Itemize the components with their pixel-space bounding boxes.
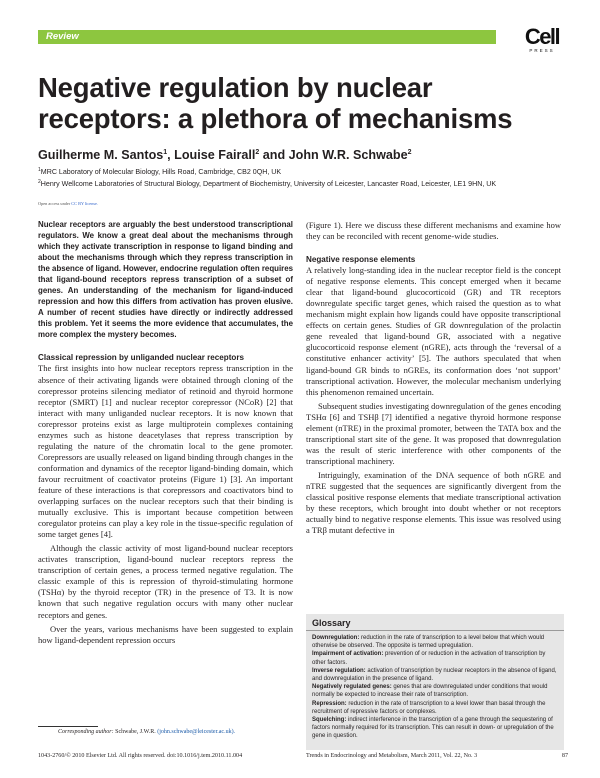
author-name: Guilherme M. Santos (38, 148, 164, 162)
journal-citation: Trends in Endocrinology and Metabolism, March 2011, Vol. 22, No. 3 (306, 753, 478, 759)
copyright-doi: 1043-2760/© 2010 Elsevier Ltd. All rights reserved. doi:10.1016/j.tem.2010.11.004 (38, 753, 243, 759)
section-heading: Negative response elements (306, 255, 416, 265)
body-paragraph: (Figure 1). Here we discuss these different mechanisms and examine how they can be reconciled with recent genome-wide studies. (306, 220, 561, 242)
glossary-definition: prevention of or reduction in the activation of transcription by other factors. (312, 651, 546, 666)
author-list (38, 145, 568, 163)
body-paragraph: Over the years, various mechanisms have been suggested to explain how ligand-dependent repression occurs (38, 623, 293, 645)
glossary-box (306, 614, 564, 750)
correspondence-note (58, 729, 235, 735)
glossary-term: Repression: (312, 700, 347, 707)
glossary-entry (312, 683, 558, 699)
author-name: Louise Fairall (174, 148, 256, 162)
correspondence-name: Schwabe, J.W.R. (113, 729, 158, 735)
glossary-entry (312, 716, 558, 741)
body-paragraph: Intriguingly, examination of the DNA sequence of both nGRE and nTRE suggested that the sequences are significantly divergent from the classical positive response elements that mediate transcriptional activation by these receptors, which brought into doubt whether or not receptors actually bind to negative response elements. This issue was resolved using a TRβ mutant defective in (306, 469, 561, 536)
glossary-term: Squelching: (312, 717, 347, 724)
glossary-definition: activation of transcription by nuclear receptors in the absence of ligand, and downregulation in the presence of ligand. (312, 667, 557, 683)
author-separator: and (259, 148, 289, 162)
journal-logo-sub: PRESS (529, 48, 555, 53)
author-affiliation-mark: 2 (255, 149, 260, 156)
glossary-entry (312, 700, 558, 716)
right-column (306, 220, 561, 536)
glossary-term: Negatively regulated genes: (312, 684, 392, 691)
affiliation (38, 178, 568, 190)
glossary-body (306, 631, 564, 744)
affiliation-text: MRC Laboratory of Molecular Biology, Hills Road, Cambridge, CB2 0QH, UK (40, 168, 282, 176)
correspondence-label: Corresponding author: (58, 729, 114, 735)
section-heading: Classical repression by unliganded nuclear receptors (38, 353, 245, 363)
glossary-term: Inverse regulation: (312, 667, 366, 674)
glossary-entry (312, 667, 558, 683)
glossary-definition: reduction in the rate of transcription to a level lower than basal through the recruitment of repressive factors or complexes. (312, 700, 546, 715)
license-link[interactable]: CC BY license. (71, 201, 98, 206)
glossary-term: Downregulation: (312, 635, 360, 641)
body-paragraph: The first insights into how nuclear receptors repress transcription in the absence of their activating ligands were obtained through cloning of the corepressor proteins silencing mediator of retinoid and thyroid hormone receptor (SMRT) [1] and nuclear receptor corepressor (NCoR) [2] that interact with many unliganded nuclear receptors. It is now known that corepressor proteins exist as large multiprotein complexes containing enzymes such as histone deacetylases that repress transcription by regulating the nature of the chromatin local to the gene promoter. Corepressors are usually released on ligand binding through changes in the conformation and dynamics of the receptor ligand-binding domain, which favour recruitment of coactivator proteins (Figure 1) [3]. An important feature of these interactions is that corepressors and coactivators bind to overlapping surfaces on the nuclear receptors such that their binding is mutually exclusive. This is important because competition between coregulator proteins can play a key role in the tissue-specific regulation of some target genes [4]. (38, 363, 293, 540)
author-separator: , (167, 148, 175, 162)
author-affiliation-mark: 2 (407, 149, 412, 156)
page-number: 87 (561, 753, 568, 759)
journal-logo-word: Cell (524, 24, 560, 49)
glossary-term: Impairment of activation: (312, 651, 384, 658)
glossary-definition: indirect interference in the transcription of a gene through the sequestering of factors normally required for its transcription. This can result in down- or upregulation of the gene in question. (312, 717, 554, 740)
glossary-title: Glossary (306, 614, 564, 631)
affiliation-text: Henry Wellcome Laboratories of Structural Biology, Department of Biochemistry, University of Leicester, Lancaster Road, Leicester, LE1 9HN, UK (40, 179, 497, 188)
affiliation-mark: 1 (38, 167, 41, 173)
abstract: Nuclear receptors are arguably the best understood transcriptional regulators. We know a great deal about the mechanisms through which they activate transcription in response to ligand binding and about the mechanisms through which they repress transcription in the absence of ligand. However, endocrine regulation often requires that ligand-bound receptors repress transcription of a subset of genes. An understanding of the mechanism for ligand-induced repression and how this differs from activation has proven elusive. A number of recent studies have directly or indirectly addressed this problem. Yet it seems the more evidence that accumulates, the more complex the mystery becomes. (38, 220, 293, 339)
footnote-rule (38, 726, 98, 727)
body-paragraph: Subsequent studies investigating downregulation of the genes encoding TSHα [6] and TSHβ [7] identified a negative thyroid hormone response element (nTRE) in the proximal promoter, between the TATA box and the transcriptional start site of the gene. It was proposed that downregulation was the result of steric interference with other components of the transcriptional machinery. (306, 400, 561, 466)
author-name: John W.R. Schwabe (288, 148, 408, 162)
glossary-entry (312, 650, 558, 666)
glossary-entry (312, 634, 558, 650)
left-column (38, 220, 293, 646)
glossary-definition: genes that are downregulated under conditions that would normally be expected to increase their rate of transcription. (312, 684, 548, 699)
affiliation-list (38, 166, 568, 189)
body-paragraph: Although the classic activity of most ligand-bound nuclear receptors activates transcription, ligand-bound nuclear receptors repress the transcription of certain genes, a process termed negative regulation. The classic example of this is repression of thyroid-stimulating hormone (TSHα) by the thyroid receptor (TR) in the presence of T3. It is now known that such negative regulation occurs with many other nuclear receptors and genes. (38, 543, 293, 620)
author-affiliation-mark: 1 (163, 149, 168, 156)
email-link[interactable]: (john.schwabe@leicester.ac.uk). (157, 729, 236, 735)
affiliation-mark: 2 (38, 178, 41, 185)
glossary-definition: reduction in the rate of transcription to a level below that which would otherwise be observed. The opposite is termed upregulation. (312, 635, 545, 650)
open-access-notice (38, 201, 98, 206)
section-tab: Review (38, 30, 496, 44)
open-access-text: Open access under (38, 201, 72, 206)
body-paragraph: A relatively long-standing idea in the nuclear receptor field is the concept of negative response elements. This concept emerged when it became clear that ligand-bound glucocorticoid (GR) and TR receptors downregulate specific target genes, which raised the question as to what mechanism might explain how ligands could have opposite transcriptional effects on certain genes. Studies of GR downregulation of the prolactin gene revealed that ligand-bound GR, associated with a negative glucocorticoid response element (nGRE), acts through the ‘reversal of a constitutive enhancer activity’ [5]. The authors speculated that when ligand-bound GR binds to nGREs, its conformation does ‘not support’ transcriptional activation. However, the molecular mechanism underlying this phenomenon remained uncertain. (306, 265, 561, 397)
page-footer (38, 750, 568, 762)
journal-logo (518, 26, 566, 53)
article-title: Negative regulation by nuclear receptors: a plethora of mechanisms (38, 72, 513, 134)
affiliation (38, 166, 568, 178)
